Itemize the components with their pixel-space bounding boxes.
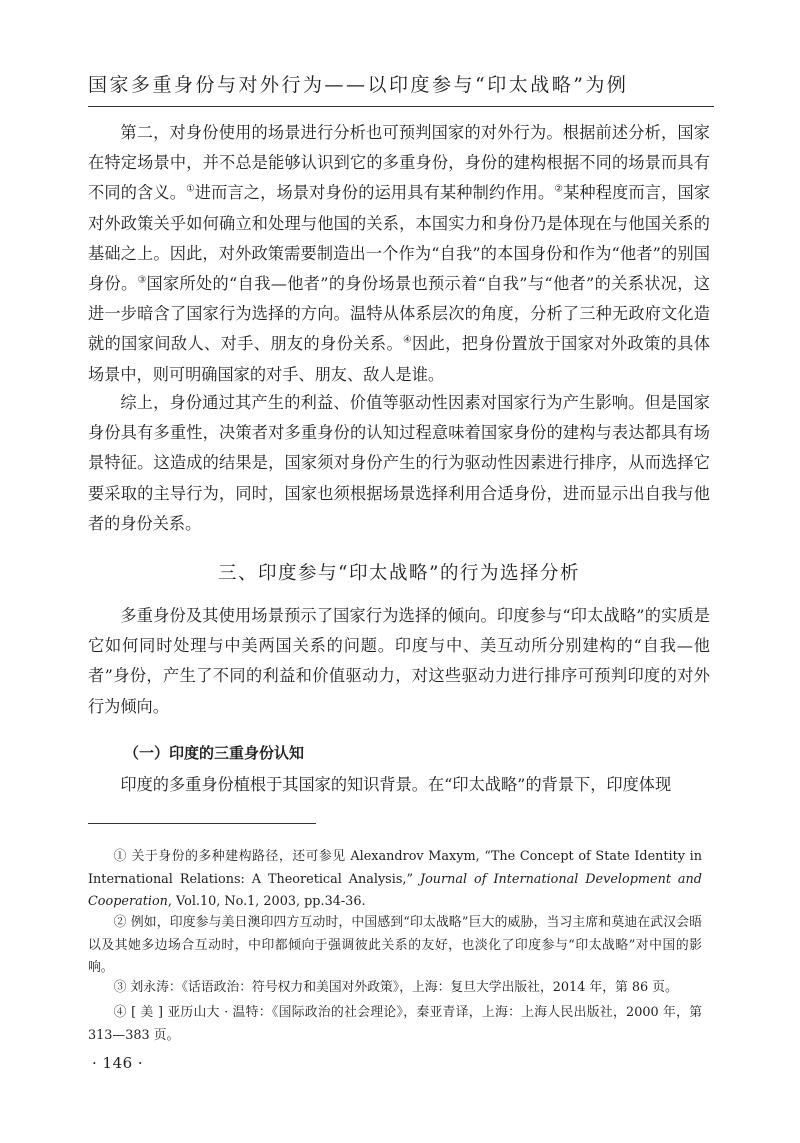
footnote-ref-1[interactable]: ① (186, 184, 195, 196)
footnote-text: 刘永涛：《话语政治：符号权力和美国对外政策》，上海：复旦大学出版社，2014 年，第 86 页。 (130, 980, 678, 995)
page-number: · 146 · (92, 1054, 144, 1072)
footnote-2 (88, 912, 702, 980)
footnote-4 (88, 1002, 702, 1047)
footnote-text: 例如，印度参与美日澳印四方互动时，中国感到“印太战略”巨大的威胁，当习主席和莫迪在武汉会晤以及其她多边场合互动时，中印都倾向于强调彼此关系的友好，也淡化了印度参与“印太战略”对中国的影响。 (88, 915, 702, 975)
text-segment: 进而言之，场景对身份的运用具有某种制约作用。 (194, 183, 555, 203)
text-segment: 某种程度而言，国家对外政策关乎如何确立和处理与他国的关系，本国实力和身份乃是体现在与他国关系的基础之上。因此，对外政策需要制造出一个作为“自我”的本国身份和作为“他者”的别国身份。 (88, 183, 711, 294)
text-segment: 国家所处的“自我—他者”的身份场景也预示着“自我”与“他者”的关系状况，这进一步暗含了国家行为选择的方向。温特从体系层次的角度，分析了三种无政府文化造就的国家间敌人、对手、朋友的身份关系。 (88, 274, 710, 354)
footnote-mark: ② (113, 915, 127, 930)
footnote-rule (88, 823, 316, 824)
paragraph-scene-analysis (88, 118, 710, 390)
text-segment: 第二，对身份使用的场景进行分析也可预判国家的对外行为。根据前述分析，国家在特定场景中，并不总是能够认识到它的多重身份，身份的建构根据不同的场景而具有不同的含义。 (88, 123, 710, 203)
paragraph-identity-background: 印度的多重身份植根于其国家的知识背景。在“印太战略”的背景下，印度体现 (120, 775, 672, 794)
footnote-journal-title: Journal of International Development and Cooperation (88, 871, 702, 909)
paragraph-summary: 综上，身份通过其产生的利益、价值等驱动性因素对国家行为产生影响。但是国家身份具有多重性，决策者对多重身份的认知过程意味着国家身份的建构与表达都具有场景特征。这造成的结果是，国家须对身份产生的行为驱动性因素进行排序，从而选择它要采取的主导行为，同时，国家也须根据场景选择利用合适身份，进而显示出自我与他者的身份关系。 (88, 393, 710, 533)
paragraph-section-intro: 多重身份及其使用场景预示了国家行为选择的倾向。印度参与“印太战略”的实质是它如何同时处理与中美两国关系的问题。印度与中、美互动所分别建构的“自我—他者”身份，产生了不同的利益和价值驱动力，对这些驱动力进行排序可预判印度的对外行为倾向。 (88, 606, 710, 716)
footnote-ref-4[interactable]: ④ (403, 335, 412, 347)
footnote-text: , Vol.10, No.1, 2003, pp.34-36. (167, 894, 366, 909)
footnote-1 (88, 846, 702, 914)
footnote-mark: ③ (113, 980, 127, 995)
subsection-heading: （一）印度的三重身份认知 (124, 744, 305, 762)
header-rule (88, 106, 714, 107)
section-heading: 三、印度参与“印太战略”的行为选择分析 (218, 563, 580, 584)
footnote-mark: ① (113, 849, 127, 864)
footnote-ref-3[interactable]: ③ (137, 274, 147, 286)
footnote-text: [ 美 ] 亚历山大 · 温特：《国际政治的社会理论》，秦亚青译，上海：上海人民出版社，2000 年，第 313—383 页。 (88, 1005, 702, 1043)
footnote-ref-2[interactable]: ② (554, 184, 564, 196)
footnote-3 (88, 977, 702, 1000)
text-segment: 因此，把身份置放于国家对外政策的具体场景中，则可明确国家的对手、朋友、敌人是谁。 (88, 334, 711, 384)
footnote-text: 关于身份的多种建构路径，还可参见 Alexandrov Maxym, “The Concept of State Identity in International Relations: A Theoretical Analysis,” (88, 849, 702, 887)
footnote-mark: ④ (113, 1005, 127, 1020)
running-header-title: 国家多重身份与对外行为——以印度参与“印太战略”为例 (88, 74, 629, 96)
